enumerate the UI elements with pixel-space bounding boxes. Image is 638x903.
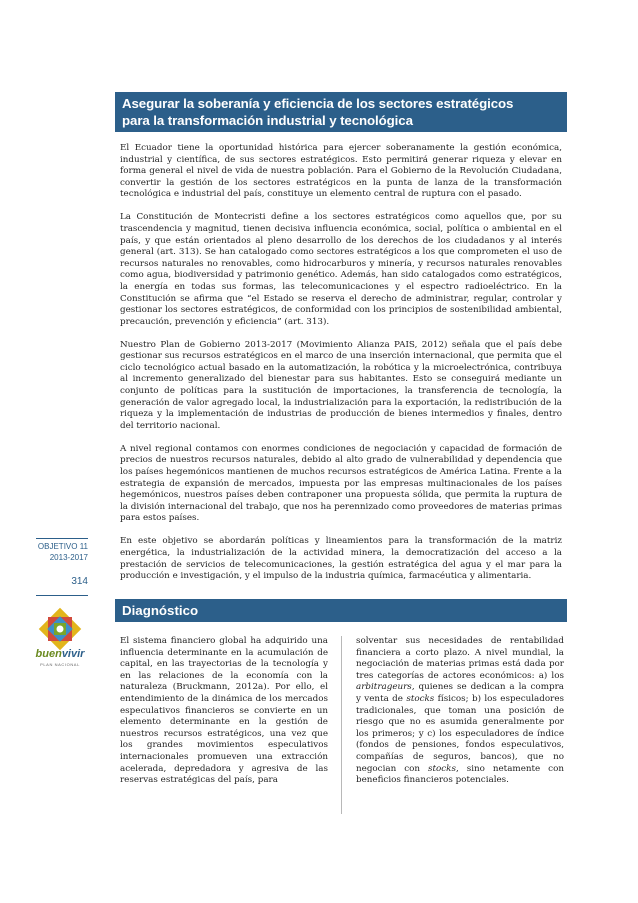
diagnostico-column-right: [356, 636, 564, 787]
objective-label: OBJETIVO 11: [37, 542, 88, 551]
logo-subtitle: PLAN NACIONAL: [40, 662, 80, 667]
emphasis: stocks: [427, 763, 456, 774]
page-number: 314: [71, 576, 88, 587]
section-title: [122, 95, 513, 129]
paragraph: La Constitución de Montecristi define a los sectores estratégicos como aquellos que, por su trascendencia y magnitud, tienen decisiva influencia económica, social, política o ambiental en el país, y que están orientados al pleno desarrollo de los derechos de los ciudadanos y al interés general (art. 313). Se han catalogado como sectores estratégicos a los que comprometen el uso de recursos naturales no renovables, como hidrocarburos y minería, y recursos naturales renovables como agua, biodiversidad y patrimonio genético. Además, han sido catalogados como estratégicos, la energía en todas sus formas, las telecomunicaciones y el espectro radioeléctrico. En la Constitución se afirma que “el Estado se reserva el derecho de administrar, regular, controlar y gestionar los sectores estratégicos, de conformidad con los principios de sostenibilidad ambiental, precaución, prevención y eficiencia” (art. 313).: [120, 212, 562, 327]
emphasis: stocks: [406, 693, 435, 704]
paragraph: A nivel regional contamos con enormes condiciones de negociación y capacidad de formación de precios de nuestros recursos naturales, debido al alto grado de vulnerabilidad y dependencia que los países hegemónicos mantienen de muchos recursos estratégicos de América Latina. Frente a la estrategia de expansión de mercados, impuesta por las empresas multinacionales de los países hegemónicos, nuestros países deben contraponer una propuesta sólida, que permita la ruptura de la división internacional del trabajo, que nos ha perennizado como proveedores de materias primas para estos países.: [120, 443, 562, 524]
text-run: físicos; b) los especuladores tradicionales, que toman una posición de riesgo que no es asumida generalmente por los primeros; y c) los especuladores de índice (fondos de pensiones, fondos especulativos, compañías de seguros, bancos), que no negocian con: [356, 693, 564, 774]
diagnostico-title: Diagnóstico: [122, 603, 199, 618]
sidebar-rule-top: [36, 538, 88, 539]
objective-years: 2013-2017: [49, 553, 88, 562]
section-title-line-2: para la transformación industrial y tecnológica: [122, 113, 413, 128]
paragraph: Nuestro Plan de Gobierno 2013-2017 (Movimiento Alianza PAIS, 2012) señala que el país debe gestionar sus recursos estratégicos en el marco de una inserción internacional, que permita que el ciclo tecnológico actual basado en la automatización, la robótica y la microelectrónica, contribuya al incremento generalizado del bienestar para sus habitantes. Esto se conseguirá mediante un conjunto de políticas para la sustitución de importaciones, la transferencia de tecnología, la generación de valor agregado local, la industrialización para la exportación, la redistribución de la riqueza y la implementación de industrias de producción de bienes intermedios y finales, dentro del territorio nacional.: [120, 339, 562, 431]
sidebar-rule-bottom: [36, 595, 88, 596]
logo-text-vivir: vivir: [61, 648, 85, 660]
diagnostico-banner: [115, 599, 567, 622]
logo-text-buen: buen: [35, 648, 62, 660]
text-run: , quienes se dedican a la compra y venta de: [356, 682, 564, 704]
section-title-line-1: Asegurar la soberanía y eficiencia de los sectores estratégicos: [122, 96, 514, 111]
section-title-banner: [115, 92, 567, 132]
paragraph: El sistema financiero global ha adquirido una influencia determinante en la acumulación de capital, en las trayectorias de la tecnología y en las relaciones de la economía con la naturaleza (Bruckmann, 2012a). Por ello, el entendimiento de la dinámica de los mercados especulativos financieros se convierte en un elemento determinante en la gestión de nuestros recursos estratégicos, una vez que los grandes movimientos especulativos internacionales promueven una extracción acelerada, depredadora y agresiva de las reservas estratégicas del país, para: [120, 636, 328, 786]
column-divider: [341, 636, 342, 814]
text-run: solventar sus necesidades de rentabilidad financiera a corto plazo. A nivel mundial, la negociación de materias primas está dada por tres categorías de actores económicos: a) los: [356, 636, 564, 681]
paragraph: En este objetivo se abordarán políticas y lineamientos para la transformación de la matriz energética, la industrialización de la actividad minera, la democratización del acceso a la prestación de servicios de telecomunicaciones, la gestión estratégica del agua y el mar para la producción e investigación, y el impulso de la industria química, farmacéutica y alimentaria.: [120, 536, 562, 582]
emphasis: arbitrageurs: [356, 682, 412, 693]
logo-wordmark: [28, 648, 92, 660]
diagnostico-column-left: [120, 636, 328, 787]
section-body: [120, 143, 562, 594]
paragraph: El Ecuador tiene la oportunidad histórica para ejercer soberanamente la gestión económica, industrial y científica, de sus sectores estratégicos. Esto permitirá generar riqueza y elevar en forma general el nivel de vida de nuestra población. Para el Gobierno de la Revolución Ciudadana, convertir la gestión de los sectores estratégicos en la punta de lanza de la transformación tecnológica e industrial del país, constituye un elemento central de ruptura con el pasado.: [120, 143, 562, 200]
paragraph: [356, 636, 564, 787]
buen-vivir-logo-icon: [33, 605, 87, 651]
text-run: , sino netamente con beneficios financieros potenciales.: [356, 763, 564, 786]
